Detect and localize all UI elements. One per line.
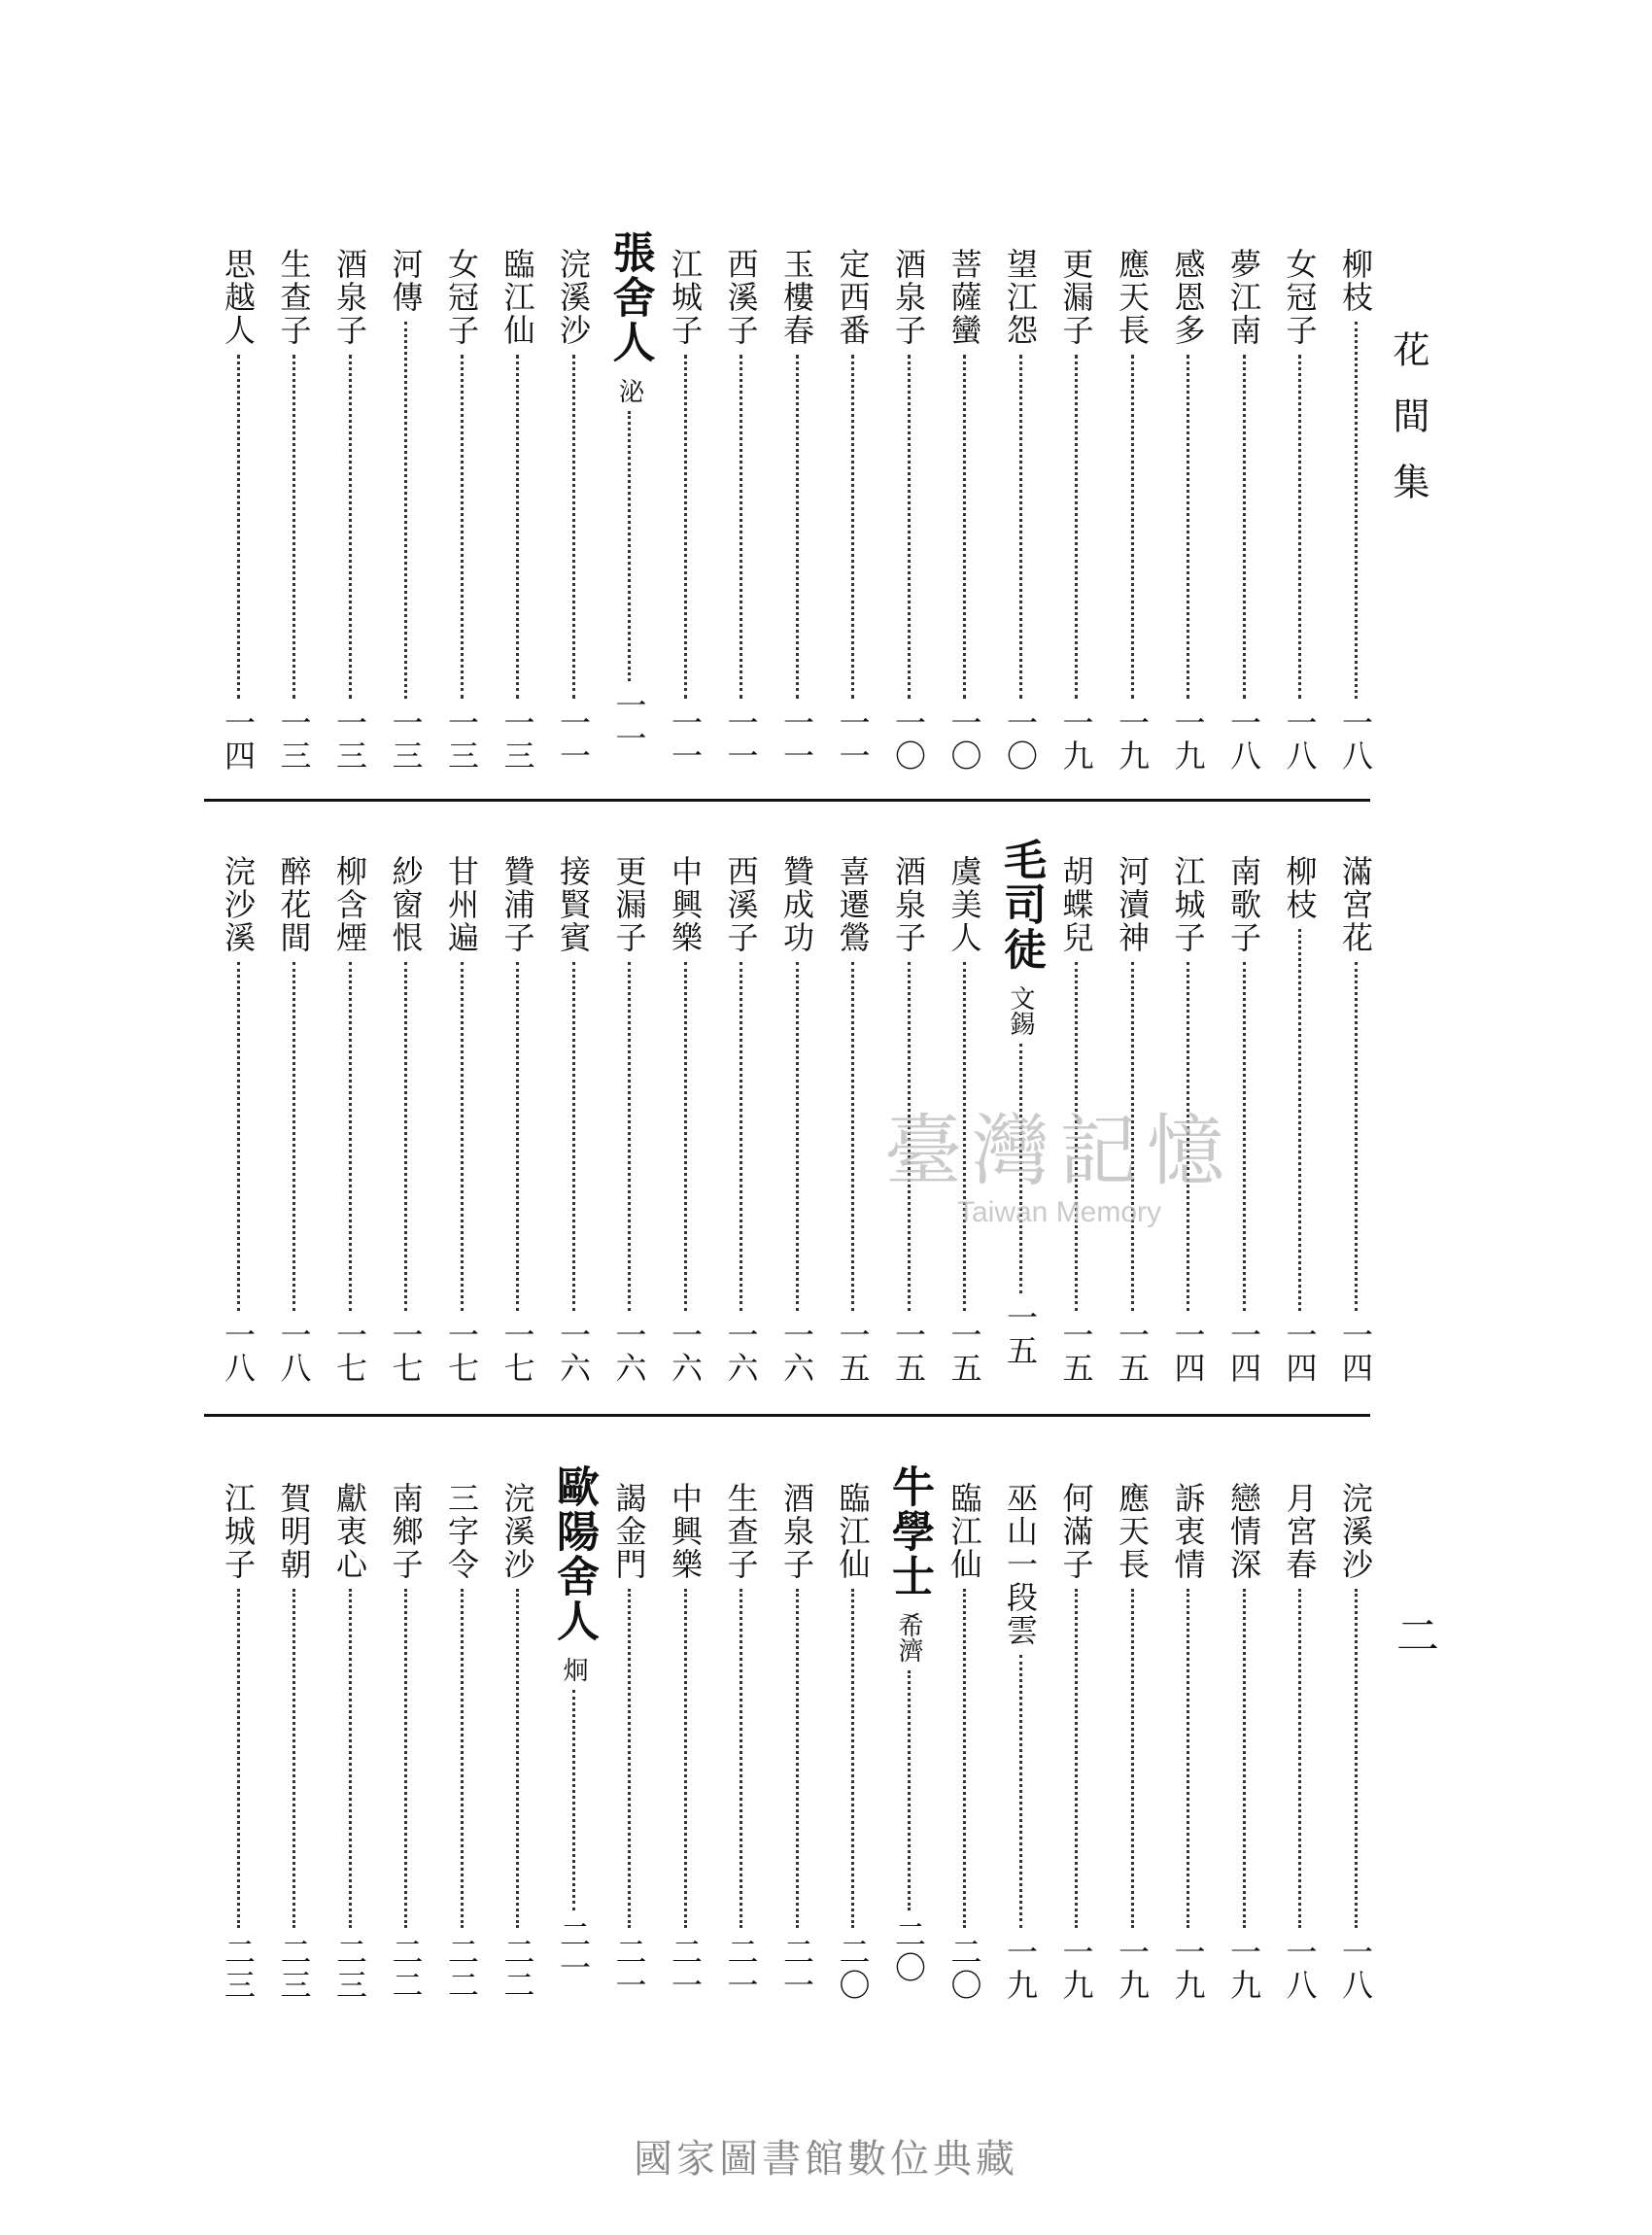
entry-page-number: 二〇 xyxy=(946,1936,983,2002)
entry-title: 南鄉子 xyxy=(387,1482,425,1581)
toc-entry xyxy=(554,248,593,773)
entry-page-number: 一四 xyxy=(1169,1319,1207,1385)
dot-leader xyxy=(740,1589,742,1928)
entry-page-number: 二二 xyxy=(499,1936,536,2002)
entry-page-number: 一七 xyxy=(331,1319,368,1385)
entry-page-number: 一八 xyxy=(275,1319,313,1385)
toc-entry xyxy=(1224,1482,1263,2002)
toc-entry xyxy=(330,1482,369,2002)
entry-page-number: 一八 xyxy=(1337,1936,1374,2002)
dot-leader xyxy=(684,355,687,699)
dot-leader xyxy=(516,962,519,1311)
book-title: 花間集 xyxy=(1387,330,1429,529)
entry-title: 獻衷心 xyxy=(331,1482,368,1581)
entry-title: 浣溪沙 xyxy=(1337,1482,1374,1581)
author-name: 張舍人 xyxy=(604,230,655,364)
entry-page-number: 二一 xyxy=(667,1936,704,2002)
dot-leader xyxy=(516,355,519,699)
entry-page-number: 二一 xyxy=(610,1936,648,2002)
toc-entry xyxy=(1336,855,1375,1385)
entry-page-number: 一五 xyxy=(834,1319,872,1385)
dot-leader xyxy=(1075,962,1078,1311)
toc-entry xyxy=(777,1482,816,2002)
entry-page-number: 一九 xyxy=(1057,706,1095,773)
entry-title: 戀情深 xyxy=(1225,1482,1262,1581)
dot-leader xyxy=(1131,962,1134,1311)
entry-title: 柳枝 xyxy=(1281,855,1319,921)
toc-entry xyxy=(499,248,537,773)
section-divider xyxy=(204,799,1370,802)
entry-title: 醉花間 xyxy=(275,855,313,954)
entry-page-number: 一四 xyxy=(1225,1319,1262,1385)
dot-leader xyxy=(963,962,966,1311)
entry-page-number: 一一 xyxy=(610,689,648,755)
entry-page-number: 一四 xyxy=(1281,1319,1319,1385)
dot-leader xyxy=(684,962,687,1311)
toc-entry xyxy=(330,248,369,773)
entry-title: 胡蝶兒 xyxy=(1057,855,1095,954)
entry-page-number: 一七 xyxy=(443,1319,480,1385)
entry-page-number: 一九 xyxy=(1114,1936,1151,2002)
entry-title: 喜遷鶯 xyxy=(834,855,872,954)
dot-leader xyxy=(1019,1044,1022,1293)
entry-page-number: 一七 xyxy=(387,1319,425,1385)
entry-title: 江城子 xyxy=(667,248,704,347)
toc-entry xyxy=(1057,248,1096,773)
entry-page-number: 一三 xyxy=(499,706,536,773)
entry-page-number: 一四 xyxy=(1337,1319,1374,1385)
entry-title: 浣溪沙 xyxy=(499,1482,536,1581)
entry-title: 甘州遍 xyxy=(443,855,480,954)
entry-title: 西溪子 xyxy=(722,855,760,954)
dot-leader xyxy=(1355,322,1358,699)
dot-leader xyxy=(1298,355,1301,699)
toc-entry xyxy=(1281,248,1320,773)
dot-leader xyxy=(293,1589,295,1928)
dot-leader xyxy=(237,355,240,699)
dot-leader xyxy=(1075,355,1078,699)
entry-page-number: 二一 xyxy=(778,1936,815,2002)
entry-page-number: 一九 xyxy=(1002,1936,1039,2002)
entry-title: 中興樂 xyxy=(667,1482,704,1581)
dot-leader xyxy=(237,962,240,1311)
entry-page-number: 一九 xyxy=(1114,706,1151,773)
entry-title: 臨江仙 xyxy=(499,248,536,347)
toc-entry xyxy=(1169,855,1208,1385)
entry-title: 玉樓春 xyxy=(778,248,815,347)
toc-section-1 xyxy=(204,230,1374,773)
dot-leader xyxy=(796,355,799,699)
dot-leader xyxy=(1131,1589,1134,1928)
dot-leader xyxy=(1298,929,1301,1311)
entry-title: 河傳 xyxy=(387,248,425,314)
toc-entry xyxy=(722,855,761,1385)
entry-page-number: 二三 xyxy=(220,1936,257,2002)
toc-entry xyxy=(330,855,369,1385)
toc-entry xyxy=(1224,855,1263,1385)
watermark-english: Taiwan Memory xyxy=(956,1196,1162,1228)
entry-title: 河瀆神 xyxy=(1114,855,1151,954)
entry-title: 更漏子 xyxy=(1057,248,1095,347)
entry-page-number: 二〇 xyxy=(890,1918,927,1984)
entry-title: 柳枝 xyxy=(1337,248,1374,314)
toc-author-heading xyxy=(884,1464,934,1984)
dot-leader xyxy=(628,962,631,1311)
entry-page-number: 一六 xyxy=(667,1319,704,1385)
entry-page-number: 一一 xyxy=(722,706,760,773)
toc-entry xyxy=(722,1482,761,2002)
entry-page-number: 一〇 xyxy=(890,706,927,773)
author-given-name: 文錫 xyxy=(1006,985,1035,1036)
dot-leader xyxy=(628,1589,631,1928)
toc-entry xyxy=(387,855,426,1385)
author-given-name: 炯 xyxy=(559,1657,588,1682)
toc-entry xyxy=(1281,1482,1320,2002)
toc-entry xyxy=(1169,248,1208,773)
entry-page-number: 一八 xyxy=(1225,706,1262,773)
dot-leader xyxy=(1243,355,1246,699)
dot-leader xyxy=(628,411,631,681)
toc-entry xyxy=(1224,248,1263,773)
toc-entry xyxy=(946,248,984,773)
toc-entry xyxy=(499,855,537,1385)
toc-entry xyxy=(889,855,928,1385)
entry-title: 江城子 xyxy=(1169,855,1207,954)
entry-title: 紗窗恨 xyxy=(387,855,425,954)
toc-entry xyxy=(1001,1482,1040,2002)
toc-entry xyxy=(275,248,314,773)
dot-leader xyxy=(851,1589,854,1928)
entry-page-number: 一六 xyxy=(778,1319,815,1385)
dot-leader xyxy=(1355,1589,1358,1928)
entry-page-number: 一一 xyxy=(667,706,704,773)
entry-page-number: 一一 xyxy=(834,706,872,773)
entry-page-number: 一九 xyxy=(1225,1936,1262,2002)
entry-page-number: 一九 xyxy=(1169,706,1207,773)
dot-leader xyxy=(1187,355,1189,699)
entry-page-number: 一三 xyxy=(331,706,368,773)
entry-page-number: 一六 xyxy=(555,1319,592,1385)
dot-leader xyxy=(349,355,352,699)
toc-entry xyxy=(275,1482,314,2002)
dot-leader xyxy=(1187,1589,1189,1928)
entry-title: 贊浦子 xyxy=(499,855,536,954)
toc-entry xyxy=(1336,248,1375,773)
entry-title: 生查子 xyxy=(722,1482,760,1581)
toc-entry xyxy=(722,248,761,773)
toc-entry xyxy=(219,855,258,1385)
entry-title: 酒泉子 xyxy=(890,855,927,954)
toc-author-heading xyxy=(604,230,655,755)
watermark-logo-text: 臺灣記憶 xyxy=(884,1106,1234,1196)
entry-page-number: 二〇 xyxy=(834,1936,872,2002)
entry-page-number: 二二 xyxy=(387,1936,425,2002)
entry-title: 接賢賓 xyxy=(555,855,592,954)
toc-entry xyxy=(1281,855,1320,1385)
toc-entry xyxy=(666,1482,705,2002)
entry-page-number: 一八 xyxy=(1281,1936,1319,2002)
entry-title: 臨江仙 xyxy=(946,1482,983,1581)
footer-credit: 國家圖書館數位典藏 xyxy=(634,2137,1018,2182)
dot-leader xyxy=(516,1589,519,1928)
toc-entry xyxy=(442,855,481,1385)
entry-title: 生查子 xyxy=(275,248,313,347)
toc-entry xyxy=(610,1482,649,2002)
dot-leader xyxy=(1019,355,1022,699)
dot-leader xyxy=(461,962,464,1311)
entry-page-number: 一五 xyxy=(1002,1301,1039,1367)
toc-entry xyxy=(219,248,258,773)
dot-leader xyxy=(1243,1589,1246,1928)
dot-leader xyxy=(1355,962,1358,1311)
toc-entry xyxy=(387,248,426,773)
entry-title: 定西番 xyxy=(834,248,872,347)
entry-page-number: 一八 xyxy=(1337,706,1374,773)
entry-title: 訴衷情 xyxy=(1169,1482,1207,1581)
entry-page-number: 二一 xyxy=(555,1918,592,1984)
toc-entry xyxy=(889,248,928,773)
dot-leader xyxy=(1075,1589,1078,1928)
toc-entry xyxy=(1336,1482,1375,2002)
dot-leader xyxy=(349,1589,352,1928)
entry-title: 思越人 xyxy=(220,248,257,347)
entry-page-number: 一四 xyxy=(220,706,257,773)
dot-leader xyxy=(461,1589,464,1928)
entry-title: 西溪子 xyxy=(722,248,760,347)
dot-leader xyxy=(1131,355,1134,699)
dot-leader xyxy=(293,962,295,1311)
entry-page-number: 一三 xyxy=(387,706,425,773)
dot-leader xyxy=(963,1589,966,1928)
entry-page-number: 一九 xyxy=(1169,1936,1207,2002)
toc-entry xyxy=(834,248,873,773)
author-name: 歐陽舍人 xyxy=(549,1464,599,1643)
entry-title: 三字令 xyxy=(443,1482,480,1581)
section-divider xyxy=(204,1414,1370,1417)
toc-entry xyxy=(1113,1482,1152,2002)
dot-leader xyxy=(684,1589,687,1928)
dot-leader xyxy=(908,355,911,699)
dot-leader xyxy=(796,1589,799,1928)
author-given-name: 希濟 xyxy=(894,1612,923,1663)
entry-title: 夢江南 xyxy=(1225,248,1262,347)
entry-title: 賀明朝 xyxy=(275,1482,313,1581)
toc-entry xyxy=(387,1482,426,2002)
entry-page-number: 二二 xyxy=(443,1936,480,2002)
author-name: 毛司徒 xyxy=(996,838,1046,972)
dot-leader xyxy=(851,355,854,699)
entry-page-number: 一九 xyxy=(1057,1936,1095,2002)
entry-title: 應天長 xyxy=(1114,1482,1151,1581)
entry-page-number: 一五 xyxy=(1057,1319,1095,1385)
entry-title: 巫山一段雲 xyxy=(1002,1482,1039,1647)
entry-title: 謁金門 xyxy=(610,1482,648,1581)
entry-title: 江城子 xyxy=(220,1482,257,1581)
toc-entry xyxy=(219,1482,258,2002)
entry-page-number: 一〇 xyxy=(946,706,983,773)
toc-entry xyxy=(499,1482,537,2002)
toc-entry xyxy=(666,855,705,1385)
dot-leader xyxy=(963,355,966,699)
toc-entry xyxy=(442,248,481,773)
toc-entry xyxy=(834,855,873,1385)
dot-leader xyxy=(237,1589,240,1928)
entry-title: 酒泉子 xyxy=(778,1482,815,1581)
dot-leader xyxy=(1243,962,1246,1311)
dot-leader xyxy=(572,962,575,1311)
toc-entry xyxy=(666,248,705,773)
author-name: 牛學士 xyxy=(884,1464,934,1599)
entry-page-number: 一六 xyxy=(610,1319,648,1385)
dot-leader xyxy=(740,962,742,1311)
dot-leader xyxy=(349,962,352,1311)
dot-leader xyxy=(740,355,742,699)
dot-leader xyxy=(404,1589,407,1928)
dot-leader xyxy=(1298,1589,1301,1928)
toc-entry xyxy=(946,855,984,1385)
toc-entry xyxy=(610,855,649,1385)
toc-entry xyxy=(777,855,816,1385)
toc-entry xyxy=(554,855,593,1385)
entry-title: 感恩多 xyxy=(1169,248,1207,347)
entry-page-number: 一六 xyxy=(722,1319,760,1385)
entry-page-number: 一五 xyxy=(1114,1319,1151,1385)
dot-leader xyxy=(796,962,799,1311)
entry-page-number: 二三 xyxy=(331,1936,368,2002)
entry-title: 柳含煙 xyxy=(331,855,368,954)
entry-page-number: 一一 xyxy=(555,706,592,773)
author-given-name: 泌 xyxy=(614,378,644,403)
entry-title: 更漏子 xyxy=(610,855,648,954)
page-number: 二 xyxy=(1389,1613,1438,1656)
toc-entry xyxy=(1113,855,1152,1385)
toc-entry xyxy=(1001,248,1040,773)
entry-title: 南歌子 xyxy=(1225,855,1262,954)
entry-title: 浣溪沙 xyxy=(555,248,592,347)
toc-entry xyxy=(1169,1482,1208,2002)
entry-page-number: 一八 xyxy=(1281,706,1319,773)
entry-title: 酒泉子 xyxy=(890,248,927,347)
entry-title: 女冠子 xyxy=(443,248,480,347)
entry-page-number: 二一 xyxy=(722,1936,760,2002)
entry-title: 女冠子 xyxy=(1281,248,1319,347)
entry-page-number: 一五 xyxy=(890,1319,927,1385)
entry-title: 何滿子 xyxy=(1057,1482,1095,1581)
entry-page-number: 一三 xyxy=(443,706,480,773)
dot-leader xyxy=(572,1690,575,1910)
dot-leader xyxy=(404,322,407,699)
dot-leader xyxy=(1187,962,1189,1311)
entry-title: 滿宮花 xyxy=(1337,855,1374,954)
dot-leader xyxy=(293,355,295,699)
entry-page-number: 一八 xyxy=(220,1319,257,1385)
entry-title: 浣沙溪 xyxy=(220,855,257,954)
entry-page-number: 一七 xyxy=(499,1319,536,1385)
toc-entry xyxy=(1113,248,1152,773)
dot-leader xyxy=(908,962,911,1311)
entry-page-number: 一三 xyxy=(275,706,313,773)
dot-leader xyxy=(572,355,575,699)
dot-leader xyxy=(404,962,407,1311)
entry-title: 贊成功 xyxy=(778,855,815,954)
toc-entry xyxy=(777,248,816,773)
toc-section-3 xyxy=(204,1464,1374,2002)
entry-title: 虞美人 xyxy=(946,855,983,954)
dot-leader xyxy=(851,962,854,1311)
entry-page-number: 一一 xyxy=(778,706,815,773)
entry-title: 望江怨 xyxy=(1002,248,1039,347)
toc-author-heading xyxy=(549,1464,599,1984)
toc-entry xyxy=(1057,855,1096,1385)
dot-leader xyxy=(908,1670,911,1910)
dot-leader xyxy=(461,355,464,699)
toc-entry xyxy=(946,1482,984,2002)
entry-title: 臨江仙 xyxy=(834,1482,872,1581)
toc-entry xyxy=(275,855,314,1385)
toc-author-heading xyxy=(996,838,1046,1367)
entry-title: 應天長 xyxy=(1114,248,1151,347)
entry-page-number: 二三 xyxy=(275,1936,313,2002)
dot-leader xyxy=(1019,1655,1022,1928)
toc-entry xyxy=(834,1482,873,2002)
entry-title: 酒泉子 xyxy=(331,248,368,347)
entry-title: 月宮春 xyxy=(1281,1482,1319,1581)
entry-title: 菩薩蠻 xyxy=(946,248,983,347)
toc-entry xyxy=(442,1482,481,2002)
entry-page-number: 一〇 xyxy=(1002,706,1039,773)
entry-page-number: 一五 xyxy=(946,1319,983,1385)
entry-title: 中興樂 xyxy=(667,855,704,954)
toc-section-2 xyxy=(204,838,1374,1385)
toc-entry xyxy=(1057,1482,1096,2002)
